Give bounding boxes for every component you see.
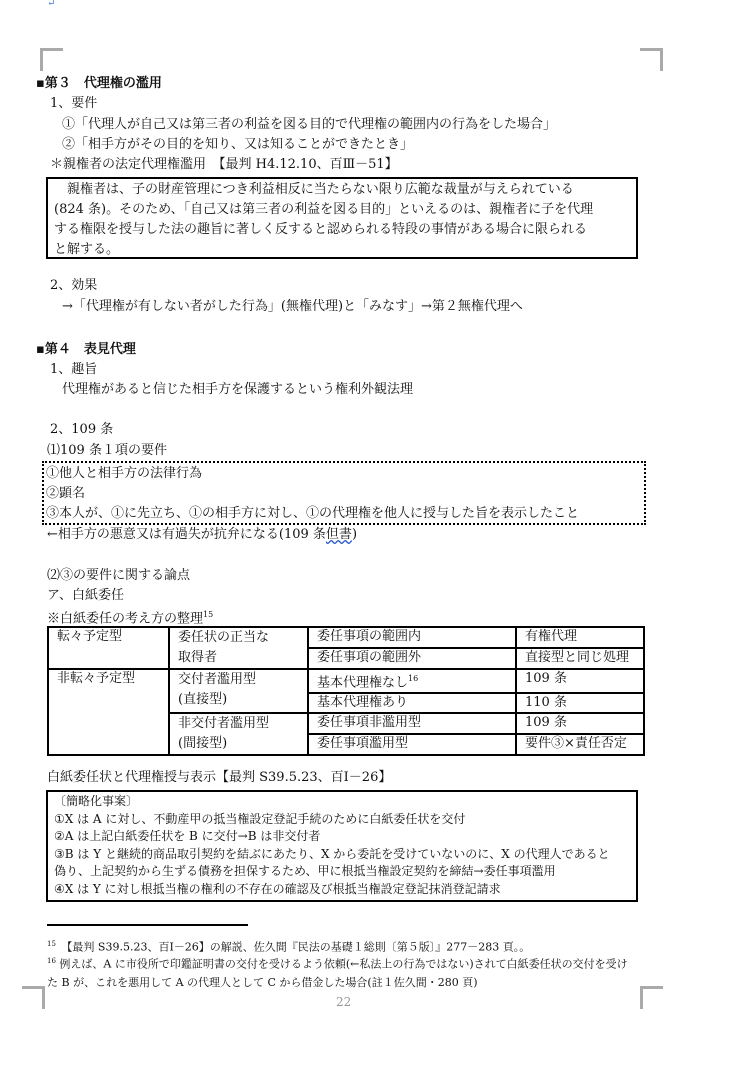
- cell-line: 交付者濫用型: [178, 672, 257, 687]
- page-number: 22: [336, 995, 352, 1009]
- heading-text: 第３ 代理権の濫用: [44, 76, 162, 91]
- table-cell: 委任事項の範囲内: [308, 627, 516, 648]
- heading-text: 第４ 表見代理: [44, 342, 136, 357]
- footnote-num: 15: [47, 940, 56, 948]
- footnote-ref[interactable]: 15: [203, 610, 214, 619]
- table-cell: [308, 669, 516, 693]
- case-facts-box: [46, 790, 638, 902]
- article-109-req-title: ⑴109 条１項の要件: [47, 443, 167, 458]
- cell-line: 委任状の正当な: [178, 630, 270, 645]
- table-cell: [169, 627, 308, 669]
- cell-line: 非交付者濫用型: [178, 716, 270, 732]
- footnote-text: 【最判 S39.5.23、百Ⅰ－26】の解説、佐久間『民法の基礎１総則〔第５版〕』277－283 頁。。: [66, 940, 531, 954]
- table-cell: [169, 713, 308, 755]
- table-cell: 非転々予定型: [48, 669, 169, 755]
- footnote-text: 例えば、A に市役所で印鑑証明書の交付を受けるよう依頼(←私法上の行為ではない)されて白紙委任状の交付を受け: [59, 957, 628, 971]
- table-cell: 有権代理: [516, 627, 644, 648]
- holding-box: [46, 177, 638, 259]
- footnote-ref[interactable]: 16: [408, 674, 419, 683]
- cell-line: (直接型): [178, 692, 228, 707]
- requirement-2: ②「相手方がその目的を知り、又は知ることができたとき」: [62, 137, 414, 152]
- requirement-item: ③本人が、①に先立ち、①の相手方に対し、①の代理権を他人に授与した旨を表示したこと: [46, 506, 580, 521]
- defense-note: [47, 525, 357, 545]
- table-cell: 転々予定型: [48, 627, 169, 669]
- case-line: 偽り、上記契約から生ずる債務を担保するため、甲に根抵当権設定契約を締結→委任事項濫用: [54, 864, 556, 878]
- case-line: ④X は Y に対し根抵当権の権利の不存在の確認及び根抵当権設定登記抹消登記請求: [54, 881, 501, 896]
- table-cell: 109 条: [516, 713, 644, 734]
- holding-line: (824 条)。そのため、「自己又は第三者の利益を図る目的」といえるのは、親権者に子を代理: [54, 202, 594, 217]
- footnote-separator: [47, 924, 248, 926]
- defense-text: ←相手方の悪意又は有過失が抗弁になる(109 条: [47, 527, 326, 542]
- requirement-item: ①他人と相手方の法律行為: [46, 466, 203, 481]
- cell-line: (間接型): [178, 736, 228, 752]
- margin-corner-mark: [640, 986, 663, 1009]
- table-cell: [169, 669, 308, 713]
- table-cell: 直接型と同じ処理: [516, 648, 644, 669]
- table-cell: 委任事項濫用型: [308, 734, 516, 755]
- margin-corner-mark: [40, 48, 63, 71]
- title-text: ※白紙委任の考え方の整理: [47, 611, 204, 627]
- blank-proxy-table: [47, 626, 645, 756]
- purpose-text: 代理権があると信じた相手方を保護するという権利外観法理: [62, 382, 414, 397]
- effect-title: 2、効果: [50, 278, 98, 293]
- case-title: 白紙委任状と代理権授与表示【最判 S39.5.23、百Ⅰ－26】: [47, 770, 392, 785]
- purpose-title: 1、趣旨: [50, 362, 98, 377]
- margin-corner-mark: [640, 48, 663, 71]
- case-title: ＊親権者の法定代理権濫用 【最判 H4.12.10、百Ⅲ－51】: [50, 157, 398, 172]
- cell-line: 取得者: [178, 650, 218, 665]
- margin-corner-mark: [22, 986, 45, 1009]
- requirements-box: [42, 461, 646, 525]
- requirements-title: 1、要件: [50, 96, 98, 111]
- table-cell: 委任事項非濫用型: [308, 713, 516, 734]
- case-line: ②A は上記白紙委任状を B に交付→B は非交付者: [54, 829, 321, 843]
- footnote-16: [47, 952, 628, 992]
- defense-text: ): [351, 527, 358, 542]
- paragraph-mark: ↵: [47, 0, 56, 9]
- requirement-item: ②顕名: [46, 486, 86, 501]
- blank-proxy-title: ア、白紙委任: [47, 588, 124, 603]
- footnote-num: 16: [47, 957, 56, 965]
- holding-line: と解する。: [54, 242, 120, 257]
- effect-text: →「代理権が有しない者がした行為」(無権代理)と「みなす」→第２無権代理へ: [62, 299, 523, 314]
- article-109-title: 2、109 条: [50, 422, 114, 437]
- footnote-text: た B が、これを悪用して A の代理人として C から借金した場合(註１佐久間・280 頁): [47, 975, 478, 989]
- table-cell: 委任事項の範囲外: [308, 648, 516, 669]
- table-cell: 110 条: [516, 693, 644, 713]
- holding-line: する権限を授与した法の趣旨に著しく反すると認められる特段の事情がある場合に限られる: [54, 222, 588, 237]
- section-heading-4: ▪第４ 表見代理: [36, 342, 136, 357]
- issue-title: ⑵③の要件に関する論点: [47, 568, 191, 583]
- table-cell: 基本代理権あり: [308, 693, 516, 713]
- requirement-1: ①「代理人が自己又は第三者の利益を図る目的で代理権の範囲内の行為をした場合」: [62, 117, 557, 132]
- case-line: ①X は A に対し、不動産甲の抵当権設定登記手続のために白紙委任状を交付: [54, 811, 466, 826]
- table-cell: 要件③×責任否定: [516, 734, 644, 755]
- spellcheck-underlined-text[interactable]: 但書: [325, 527, 352, 542]
- section-heading-3: ▪第３ 代理権の濫用: [36, 76, 162, 91]
- holding-line: 親権者は、子の財産管理につき利益相反に当たらない限り広範な裁量が与えられている: [54, 182, 574, 197]
- case-line: ③B は Y と継続的商品取引契約を結ぶにあたり、X から委託を受けていないのに、X の代理人であると: [54, 846, 610, 861]
- table-cell: 109 条: [516, 669, 644, 693]
- case-line: 〔簡略化事案〕: [54, 794, 139, 808]
- cell-text: 基本代理権なし: [317, 675, 409, 691]
